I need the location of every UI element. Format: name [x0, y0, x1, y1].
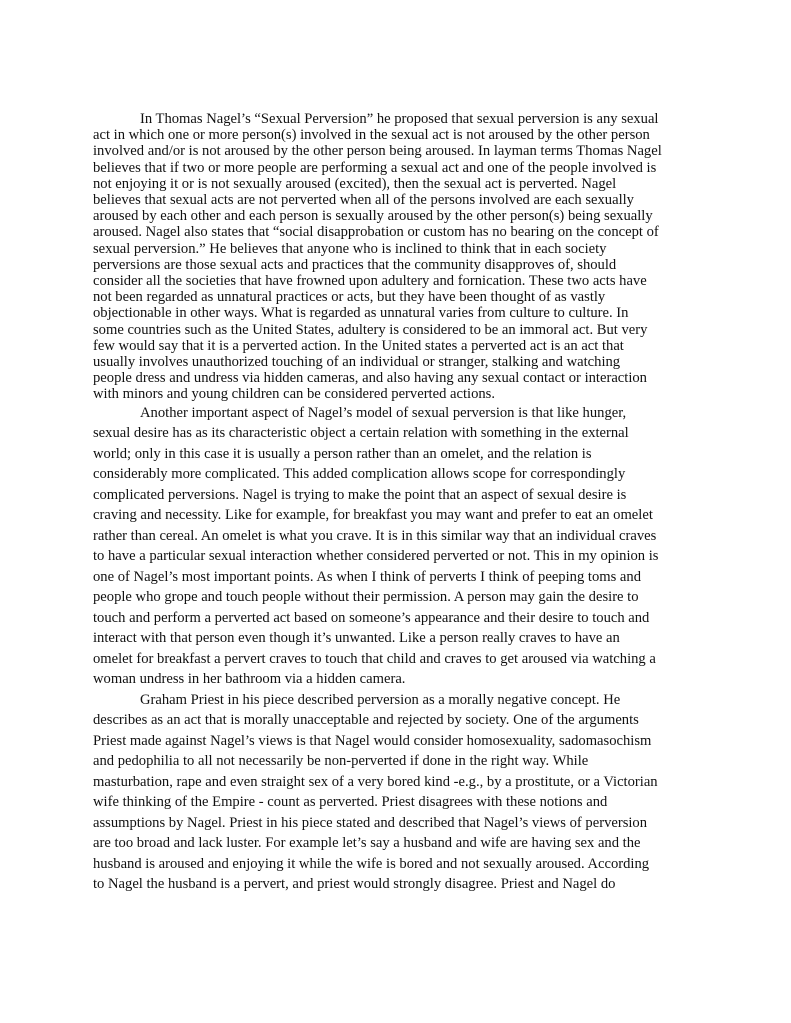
text-line: and pedophilia to all not necessarily be non-perverted if done in the right way. While	[93, 753, 589, 770]
text-line: are too broad and lack luster. For example let’s say a husband and wife are having sex and the	[93, 835, 641, 852]
text-line: act in which one or more person(s) involved in the sexual act is not aroused by the other person	[93, 127, 650, 144]
text-line: one of Nagel’s most important points. As when I think of perverts I think of peeping toms and	[93, 568, 641, 585]
text-line: rather than cereal. An omelet is what you crave. It is in this similar way that an individual craves	[93, 527, 657, 544]
text-line: people who grope and touch people without their permission. A person may gain the desire to	[93, 589, 639, 606]
text-line: objectionable in other ways. What is regarded as unnatural varies from culture to culture. In	[93, 305, 629, 322]
text-line: woman undress in her bathroom via a hidden camera.	[93, 671, 406, 688]
paragraph-3	[93, 690, 699, 895]
text-line: Another important aspect of Nagel’s model of sexual perversion is that like hunger,	[140, 404, 627, 421]
document-body	[93, 111, 699, 895]
paragraph-1	[93, 111, 699, 403]
text-line: usually involves unauthorized touching of an individual or stranger, stalking and watching	[93, 354, 621, 371]
text-line: complicated perversions. Nagel is trying to make the point that an aspect of sexual desire is	[93, 486, 627, 503]
text-line: assumptions by Nagel. Priest in his piece stated and described that Nagel’s views of perversion	[93, 814, 648, 831]
text-line: not been regarded as unnatural practices or acts, but they have been thought of as vastly	[93, 289, 606, 306]
text-line: describes as an act that is morally unacceptable and rejected by society. One of the arguments	[93, 712, 639, 729]
text-line: aroused. Nagel also states that “social disapprobation or custom has no bearing on the concept of	[93, 224, 659, 241]
text-line: interact with that person even though it’s unwanted. Like a person really craves to have an	[93, 630, 620, 647]
text-line: husband is aroused and enjoying it while the wife is bored and not sexually aroused. According	[93, 855, 650, 872]
text-line: In Thomas Nagel’s “Sexual Perversion” he proposed that sexual perversion is any sexual	[140, 111, 659, 127]
text-line: wife thinking of the Empire - count as perverted. Priest disagrees with these notions and	[93, 794, 608, 811]
text-line: people dress and undress via hidden cameras, and also having any sexual contact or interaction	[93, 370, 647, 387]
paragraph-2	[93, 403, 699, 690]
text-line: perversions are those sexual acts and practices that the community disapproves of, should	[93, 256, 617, 273]
text-line: considerably more complicated. This added complication allows scope for correspondingly	[93, 466, 626, 483]
text-line: Priest made against Nagel’s views is that Nagel would consider homosexuality, sadomasochism	[93, 732, 652, 749]
text-line: believes that sexual acts are not perverted when all of the persons involved are each sexually	[93, 192, 634, 209]
text-line: masturbation, rape and even straight sex of a very bored kind -e.g., by a prostitute, or a Victorian	[93, 773, 658, 790]
text-line: believes that if two or more people are performing a sexual act and one of the people involved is	[93, 159, 657, 176]
text-line: with minors and young children can be considered perverted actions.	[93, 386, 496, 403]
text-line: sexual perversion.” He believes that anyone who is inclined to think that in each society	[93, 240, 607, 257]
text-line: consider all the societies that have frowned upon adultery and fornication. These two acts have	[93, 273, 647, 290]
text-line: world; only in this case it is usually a person rather than an omelet, and the relation is	[93, 445, 592, 462]
text-line: not enjoying it or is not sexually aroused (excited), then the sexual act is perverted. Nagel	[93, 175, 617, 192]
text-line: omelet for breakfast a pervert craves to touch that child and craves to get aroused via watching a	[93, 650, 656, 667]
text-line: aroused by each other and each person is sexually aroused by the other person(s) being sexually	[93, 208, 653, 225]
text-line: sexual desire has as its characteristic object a certain relation with something in the external	[93, 425, 629, 442]
text-line: to have a particular sexual interaction whether considered perverted or not. This in my opinion is	[93, 548, 659, 565]
text-line: to Nagel the husband is a pervert, and priest would strongly disagree. Priest and Nagel do	[93, 876, 616, 893]
text-line: few would say that it is a perverted action. In the United states a perverted act is an act that	[93, 337, 624, 354]
text-line: involved and/or is not aroused by the other person being aroused. In layman terms Thomas Nagel	[93, 143, 662, 160]
text-line: touch and perform a perverted act based on someone’s appearance and their desire to touch and	[93, 609, 650, 626]
text-line: Graham Priest in his piece described perversion as a morally negative concept. He	[140, 691, 621, 708]
text-line: some countries such as the United States, adultery is considered to be an immoral act. But very	[93, 321, 648, 338]
text-line: craving and necessity. Like for example, for breakfast you may want and prefer to eat an omelet	[93, 507, 653, 524]
